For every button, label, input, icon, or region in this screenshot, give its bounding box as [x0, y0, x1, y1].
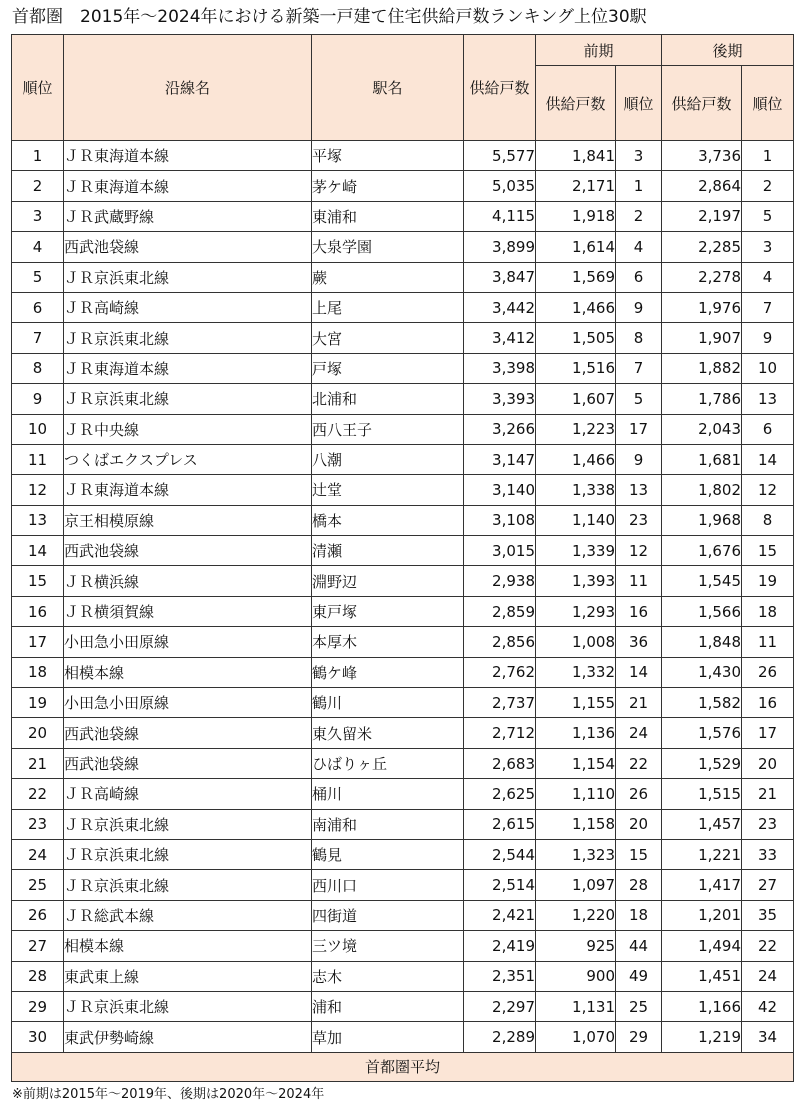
cell-first-supply: 1,293 — [536, 596, 616, 626]
cell-first-rank: 26 — [616, 779, 662, 809]
cell-second-supply: 2,285 — [662, 232, 742, 262]
table-row — [12, 900, 794, 930]
cell-supply: 2,514 — [464, 870, 536, 900]
cell-second-supply: 1,430 — [662, 657, 742, 687]
cell-station: 志木 — [312, 961, 464, 991]
cell-rank: 18 — [12, 657, 64, 687]
cell-second-rank: 19 — [742, 566, 794, 596]
cell-first-rank: 14 — [616, 657, 662, 687]
cell-station: 本厚木 — [312, 627, 464, 657]
table-row — [12, 414, 794, 444]
cell-supply: 2,625 — [464, 779, 536, 809]
cell-first-rank: 2 — [616, 201, 662, 231]
cell-line: ＪＲ横須賀線 — [64, 596, 312, 626]
cell-first-supply: 1,070 — [536, 1022, 616, 1052]
cell-first-supply: 1,140 — [536, 505, 616, 535]
cell-first-supply: 900 — [536, 961, 616, 991]
cell-second-supply: 1,566 — [662, 596, 742, 626]
table-row — [12, 141, 794, 171]
cell-first-rank: 16 — [616, 596, 662, 626]
average-row — [12, 1052, 794, 1081]
table-row — [12, 931, 794, 961]
cell-first-rank: 9 — [616, 444, 662, 474]
cell-supply: 3,442 — [464, 292, 536, 322]
cell-station: ひばりヶ丘 — [312, 748, 464, 778]
cell-second-rank: 16 — [742, 688, 794, 718]
table-row — [12, 536, 794, 566]
cell-line: 京王相模原線 — [64, 505, 312, 535]
cell-station: 戸塚 — [312, 353, 464, 383]
cell-second-rank: 26 — [742, 657, 794, 687]
cell-first-supply: 1,332 — [536, 657, 616, 687]
cell-first-rank: 13 — [616, 475, 662, 505]
cell-line: 小田急小田原線 — [64, 627, 312, 657]
cell-first-supply: 1,516 — [536, 353, 616, 383]
cell-first-rank: 4 — [616, 232, 662, 262]
cell-supply: 3,393 — [464, 384, 536, 414]
cell-supply: 2,856 — [464, 627, 536, 657]
cell-first-rank: 6 — [616, 262, 662, 292]
table-row — [12, 201, 794, 231]
cell-rank: 6 — [12, 292, 64, 322]
cell-station: 桶川 — [312, 779, 464, 809]
cell-station: 西八王子 — [312, 414, 464, 444]
cell-supply: 2,712 — [464, 718, 536, 748]
cell-first-rank: 20 — [616, 809, 662, 839]
cell-first-supply: 1,614 — [536, 232, 616, 262]
cell-first-supply: 1,607 — [536, 384, 616, 414]
cell-station: 大宮 — [312, 323, 464, 353]
cell-second-rank: 18 — [742, 596, 794, 626]
cell-rank: 12 — [12, 475, 64, 505]
header-line: 沿線名 — [64, 35, 312, 141]
cell-second-supply: 1,545 — [662, 566, 742, 596]
cell-first-rank: 5 — [616, 384, 662, 414]
cell-station: 清瀬 — [312, 536, 464, 566]
cell-first-supply: 1,339 — [536, 536, 616, 566]
cell-second-supply: 1,529 — [662, 748, 742, 778]
cell-second-supply: 1,515 — [662, 779, 742, 809]
cell-supply: 3,398 — [464, 353, 536, 383]
table-row — [12, 292, 794, 322]
cell-line: ＪＲ京浜東北線 — [64, 809, 312, 839]
cell-supply: 3,899 — [464, 232, 536, 262]
table-row — [12, 475, 794, 505]
header-first-rank: 順位 — [616, 66, 662, 141]
cell-second-rank: 7 — [742, 292, 794, 322]
table-row — [12, 870, 794, 900]
cell-first-rank: 36 — [616, 627, 662, 657]
cell-station: 北浦和 — [312, 384, 464, 414]
cell-supply: 2,419 — [464, 931, 536, 961]
cell-second-rank: 21 — [742, 779, 794, 809]
cell-rank: 25 — [12, 870, 64, 900]
cell-line: ＪＲ京浜東北線 — [64, 991, 312, 1021]
cell-line: ＪＲ京浜東北線 — [64, 839, 312, 869]
cell-line: ＪＲ東海道本線 — [64, 171, 312, 201]
cell-line: ＪＲ京浜東北線 — [64, 323, 312, 353]
page-title: 首都圏 2015年～2024年における新築一戸建て住宅供給戸数ランキング上位30駅 — [12, 7, 647, 27]
cell-first-rank: 25 — [616, 991, 662, 1021]
cell-first-rank: 21 — [616, 688, 662, 718]
cell-first-supply: 1,223 — [536, 414, 616, 444]
cell-line: ＪＲ京浜東北線 — [64, 870, 312, 900]
cell-first-rank: 23 — [616, 505, 662, 535]
cell-first-supply: 1,841 — [536, 141, 616, 171]
cell-supply: 5,035 — [464, 171, 536, 201]
cell-rank: 14 — [12, 536, 64, 566]
cell-rank: 9 — [12, 384, 64, 414]
cell-first-rank: 18 — [616, 900, 662, 930]
cell-line: 東武東上線 — [64, 961, 312, 991]
cell-station: 西川口 — [312, 870, 464, 900]
cell-first-supply: 1,136 — [536, 718, 616, 748]
cell-line: ＪＲ中央線 — [64, 414, 312, 444]
table-row — [12, 839, 794, 869]
cell-line: 相模本線 — [64, 657, 312, 687]
table-row — [12, 961, 794, 991]
cell-line: つくばエクスプレス — [64, 444, 312, 474]
cell-supply: 3,147 — [464, 444, 536, 474]
cell-first-supply: 1,393 — [536, 566, 616, 596]
cell-first-supply: 1,110 — [536, 779, 616, 809]
cell-second-rank: 8 — [742, 505, 794, 535]
cell-station: 淵野辺 — [312, 566, 464, 596]
cell-line: 東武伊勢崎線 — [64, 1022, 312, 1052]
cell-second-rank: 4 — [742, 262, 794, 292]
table-row — [12, 1022, 794, 1052]
cell-station: 草加 — [312, 1022, 464, 1052]
header-first-period: 前期 — [536, 35, 662, 66]
cell-first-supply: 1,466 — [536, 292, 616, 322]
cell-second-rank: 1 — [742, 141, 794, 171]
cell-rank: 30 — [12, 1022, 64, 1052]
cell-supply: 2,421 — [464, 900, 536, 930]
average-label: 首都圏平均 — [12, 1052, 794, 1081]
cell-rank: 5 — [12, 262, 64, 292]
cell-second-supply: 2,864 — [662, 171, 742, 201]
cell-first-rank: 8 — [616, 323, 662, 353]
cell-rank: 3 — [12, 201, 64, 231]
cell-second-rank: 24 — [742, 961, 794, 991]
cell-line: 西武池袋線 — [64, 718, 312, 748]
cell-rank: 1 — [12, 141, 64, 171]
cell-first-supply: 1,097 — [536, 870, 616, 900]
cell-rank: 11 — [12, 444, 64, 474]
cell-second-rank: 2 — [742, 171, 794, 201]
cell-supply: 2,859 — [464, 596, 536, 626]
cell-station: 八潮 — [312, 444, 464, 474]
header-first-supply: 供給戸数 — [536, 66, 616, 141]
header-second-period: 後期 — [662, 35, 794, 66]
cell-first-supply: 1,338 — [536, 475, 616, 505]
cell-line: ＪＲ京浜東北線 — [64, 384, 312, 414]
table-row — [12, 991, 794, 1021]
cell-supply: 3,015 — [464, 536, 536, 566]
table-header — [12, 35, 794, 141]
cell-first-supply: 925 — [536, 931, 616, 961]
cell-rank: 16 — [12, 596, 64, 626]
cell-supply: 3,266 — [464, 414, 536, 444]
cell-supply: 3,847 — [464, 262, 536, 292]
header-second-rank: 順位 — [742, 66, 794, 141]
cell-first-supply: 1,008 — [536, 627, 616, 657]
cell-supply: 2,615 — [464, 809, 536, 839]
table-row — [12, 232, 794, 262]
cell-station: 東浦和 — [312, 201, 464, 231]
cell-rank: 13 — [12, 505, 64, 535]
cell-second-supply: 1,968 — [662, 505, 742, 535]
cell-second-rank: 10 — [742, 353, 794, 383]
cell-second-rank: 35 — [742, 900, 794, 930]
cell-second-supply: 1,451 — [662, 961, 742, 991]
cell-first-rank: 49 — [616, 961, 662, 991]
cell-line: 相模本線 — [64, 931, 312, 961]
cell-second-rank: 42 — [742, 991, 794, 1021]
cell-second-supply: 1,882 — [662, 353, 742, 383]
cell-line: ＪＲ東海道本線 — [64, 353, 312, 383]
cell-second-supply: 2,043 — [662, 414, 742, 444]
cell-second-supply: 1,681 — [662, 444, 742, 474]
cell-first-rank: 15 — [616, 839, 662, 869]
cell-station: 鶴見 — [312, 839, 464, 869]
cell-second-supply: 1,221 — [662, 839, 742, 869]
cell-first-rank: 1 — [616, 171, 662, 201]
table-body — [12, 141, 794, 1053]
table-row — [12, 505, 794, 535]
cell-first-supply: 1,131 — [536, 991, 616, 1021]
cell-rank: 19 — [12, 688, 64, 718]
cell-second-supply: 1,576 — [662, 718, 742, 748]
table-row — [12, 353, 794, 383]
cell-second-supply: 2,197 — [662, 201, 742, 231]
cell-station: 鶴ケ峰 — [312, 657, 464, 687]
cell-first-supply: 1,569 — [536, 262, 616, 292]
cell-second-rank: 20 — [742, 748, 794, 778]
cell-supply: 3,140 — [464, 475, 536, 505]
cell-line: ＪＲ東海道本線 — [64, 141, 312, 171]
cell-first-rank: 28 — [616, 870, 662, 900]
cell-rank: 15 — [12, 566, 64, 596]
cell-rank: 8 — [12, 353, 64, 383]
cell-station: 茅ケ崎 — [312, 171, 464, 201]
cell-first-supply: 1,158 — [536, 809, 616, 839]
cell-rank: 28 — [12, 961, 64, 991]
cell-station: 蕨 — [312, 262, 464, 292]
cell-line: 西武池袋線 — [64, 232, 312, 262]
cell-second-supply: 3,736 — [662, 141, 742, 171]
cell-rank: 21 — [12, 748, 64, 778]
cell-station: 東久留米 — [312, 718, 464, 748]
cell-second-rank: 13 — [742, 384, 794, 414]
cell-line: ＪＲ総武本線 — [64, 900, 312, 930]
cell-supply: 2,351 — [464, 961, 536, 991]
header-second-supply: 供給戸数 — [662, 66, 742, 141]
cell-line: ＪＲ東海道本線 — [64, 475, 312, 505]
cell-rank: 26 — [12, 900, 64, 930]
cell-first-rank: 24 — [616, 718, 662, 748]
cell-rank: 23 — [12, 809, 64, 839]
table-row — [12, 323, 794, 353]
table-row — [12, 688, 794, 718]
cell-station: 辻堂 — [312, 475, 464, 505]
cell-station: 橋本 — [312, 505, 464, 535]
cell-first-supply: 1,918 — [536, 201, 616, 231]
cell-second-rank: 34 — [742, 1022, 794, 1052]
cell-supply: 3,108 — [464, 505, 536, 535]
cell-second-rank: 6 — [742, 414, 794, 444]
cell-second-rank: 15 — [742, 536, 794, 566]
cell-rank: 4 — [12, 232, 64, 262]
cell-rank: 7 — [12, 323, 64, 353]
cell-first-rank: 12 — [616, 536, 662, 566]
cell-supply: 3,412 — [464, 323, 536, 353]
cell-second-supply: 2,278 — [662, 262, 742, 292]
cell-line: ＪＲ武蔵野線 — [64, 201, 312, 231]
cell-supply: 2,289 — [464, 1022, 536, 1052]
cell-first-supply: 2,171 — [536, 171, 616, 201]
cell-rank: 22 — [12, 779, 64, 809]
cell-line: ＪＲ横浜線 — [64, 566, 312, 596]
cell-first-supply: 1,220 — [536, 900, 616, 930]
ranking-table — [11, 34, 794, 1082]
cell-supply: 5,577 — [464, 141, 536, 171]
table-row — [12, 444, 794, 474]
table-row — [12, 718, 794, 748]
header-rank: 順位 — [12, 35, 64, 141]
cell-station: 鶴川 — [312, 688, 464, 718]
cell-supply: 2,762 — [464, 657, 536, 687]
cell-first-rank: 17 — [616, 414, 662, 444]
cell-second-supply: 1,457 — [662, 809, 742, 839]
cell-second-rank: 22 — [742, 931, 794, 961]
cell-second-supply: 1,494 — [662, 931, 742, 961]
cell-second-rank: 9 — [742, 323, 794, 353]
cell-station: 浦和 — [312, 991, 464, 1021]
cell-station: 四街道 — [312, 900, 464, 930]
cell-second-supply: 1,201 — [662, 900, 742, 930]
cell-rank: 10 — [12, 414, 64, 444]
cell-rank: 17 — [12, 627, 64, 657]
cell-first-rank: 44 — [616, 931, 662, 961]
cell-second-supply: 1,219 — [662, 1022, 742, 1052]
cell-rank: 2 — [12, 171, 64, 201]
cell-supply: 4,115 — [464, 201, 536, 231]
cell-station: 三ツ境 — [312, 931, 464, 961]
cell-second-rank: 33 — [742, 839, 794, 869]
cell-supply: 2,737 — [464, 688, 536, 718]
cell-second-supply: 1,786 — [662, 384, 742, 414]
cell-line: 西武池袋線 — [64, 748, 312, 778]
cell-station: 南浦和 — [312, 809, 464, 839]
cell-second-rank: 11 — [742, 627, 794, 657]
cell-second-rank: 23 — [742, 809, 794, 839]
cell-second-rank: 12 — [742, 475, 794, 505]
cell-line: ＪＲ京浜東北線 — [64, 262, 312, 292]
cell-first-supply: 1,323 — [536, 839, 616, 869]
cell-line: 小田急小田原線 — [64, 688, 312, 718]
cell-first-rank: 7 — [616, 353, 662, 383]
cell-first-rank: 9 — [616, 292, 662, 322]
cell-station: 東戸塚 — [312, 596, 464, 626]
cell-line: 西武池袋線 — [64, 536, 312, 566]
cell-first-rank: 29 — [616, 1022, 662, 1052]
cell-station: 平塚 — [312, 141, 464, 171]
cell-first-supply: 1,155 — [536, 688, 616, 718]
cell-first-supply: 1,154 — [536, 748, 616, 778]
table-row — [12, 779, 794, 809]
table-row — [12, 262, 794, 292]
cell-second-supply: 1,907 — [662, 323, 742, 353]
cell-station: 上尾 — [312, 292, 464, 322]
cell-second-rank: 3 — [742, 232, 794, 262]
cell-line: ＪＲ高崎線 — [64, 292, 312, 322]
cell-second-rank: 14 — [742, 444, 794, 474]
cell-rank: 24 — [12, 839, 64, 869]
cell-first-supply: 1,466 — [536, 444, 616, 474]
cell-first-supply: 1,505 — [536, 323, 616, 353]
cell-second-supply: 1,166 — [662, 991, 742, 1021]
cell-station: 大泉学園 — [312, 232, 464, 262]
cell-second-supply: 1,848 — [662, 627, 742, 657]
table-row — [12, 384, 794, 414]
cell-line: ＪＲ高崎線 — [64, 779, 312, 809]
cell-second-supply: 1,582 — [662, 688, 742, 718]
cell-second-rank: 5 — [742, 201, 794, 231]
cell-rank: 27 — [12, 931, 64, 961]
table-row — [12, 809, 794, 839]
cell-first-rank: 22 — [616, 748, 662, 778]
cell-rank: 20 — [12, 718, 64, 748]
header-supply: 供給戸数 — [464, 35, 536, 141]
cell-supply: 2,544 — [464, 839, 536, 869]
footnote: ※前期は2015年～2019年、後期は2020年～2024年 — [12, 1087, 325, 1102]
cell-first-rank: 3 — [616, 141, 662, 171]
table-row — [12, 657, 794, 687]
cell-second-rank: 17 — [742, 718, 794, 748]
cell-supply: 2,938 — [464, 566, 536, 596]
table-row — [12, 748, 794, 778]
cell-supply: 2,297 — [464, 991, 536, 1021]
table-row — [12, 566, 794, 596]
cell-rank: 29 — [12, 991, 64, 1021]
cell-second-supply: 1,676 — [662, 536, 742, 566]
header-station: 駅名 — [312, 35, 464, 141]
table-row — [12, 171, 794, 201]
cell-second-supply: 1,417 — [662, 870, 742, 900]
cell-second-supply: 1,802 — [662, 475, 742, 505]
cell-second-rank: 27 — [742, 870, 794, 900]
cell-second-supply: 1,976 — [662, 292, 742, 322]
cell-supply: 2,683 — [464, 748, 536, 778]
table-row — [12, 596, 794, 626]
cell-first-rank: 11 — [616, 566, 662, 596]
table-row — [12, 627, 794, 657]
